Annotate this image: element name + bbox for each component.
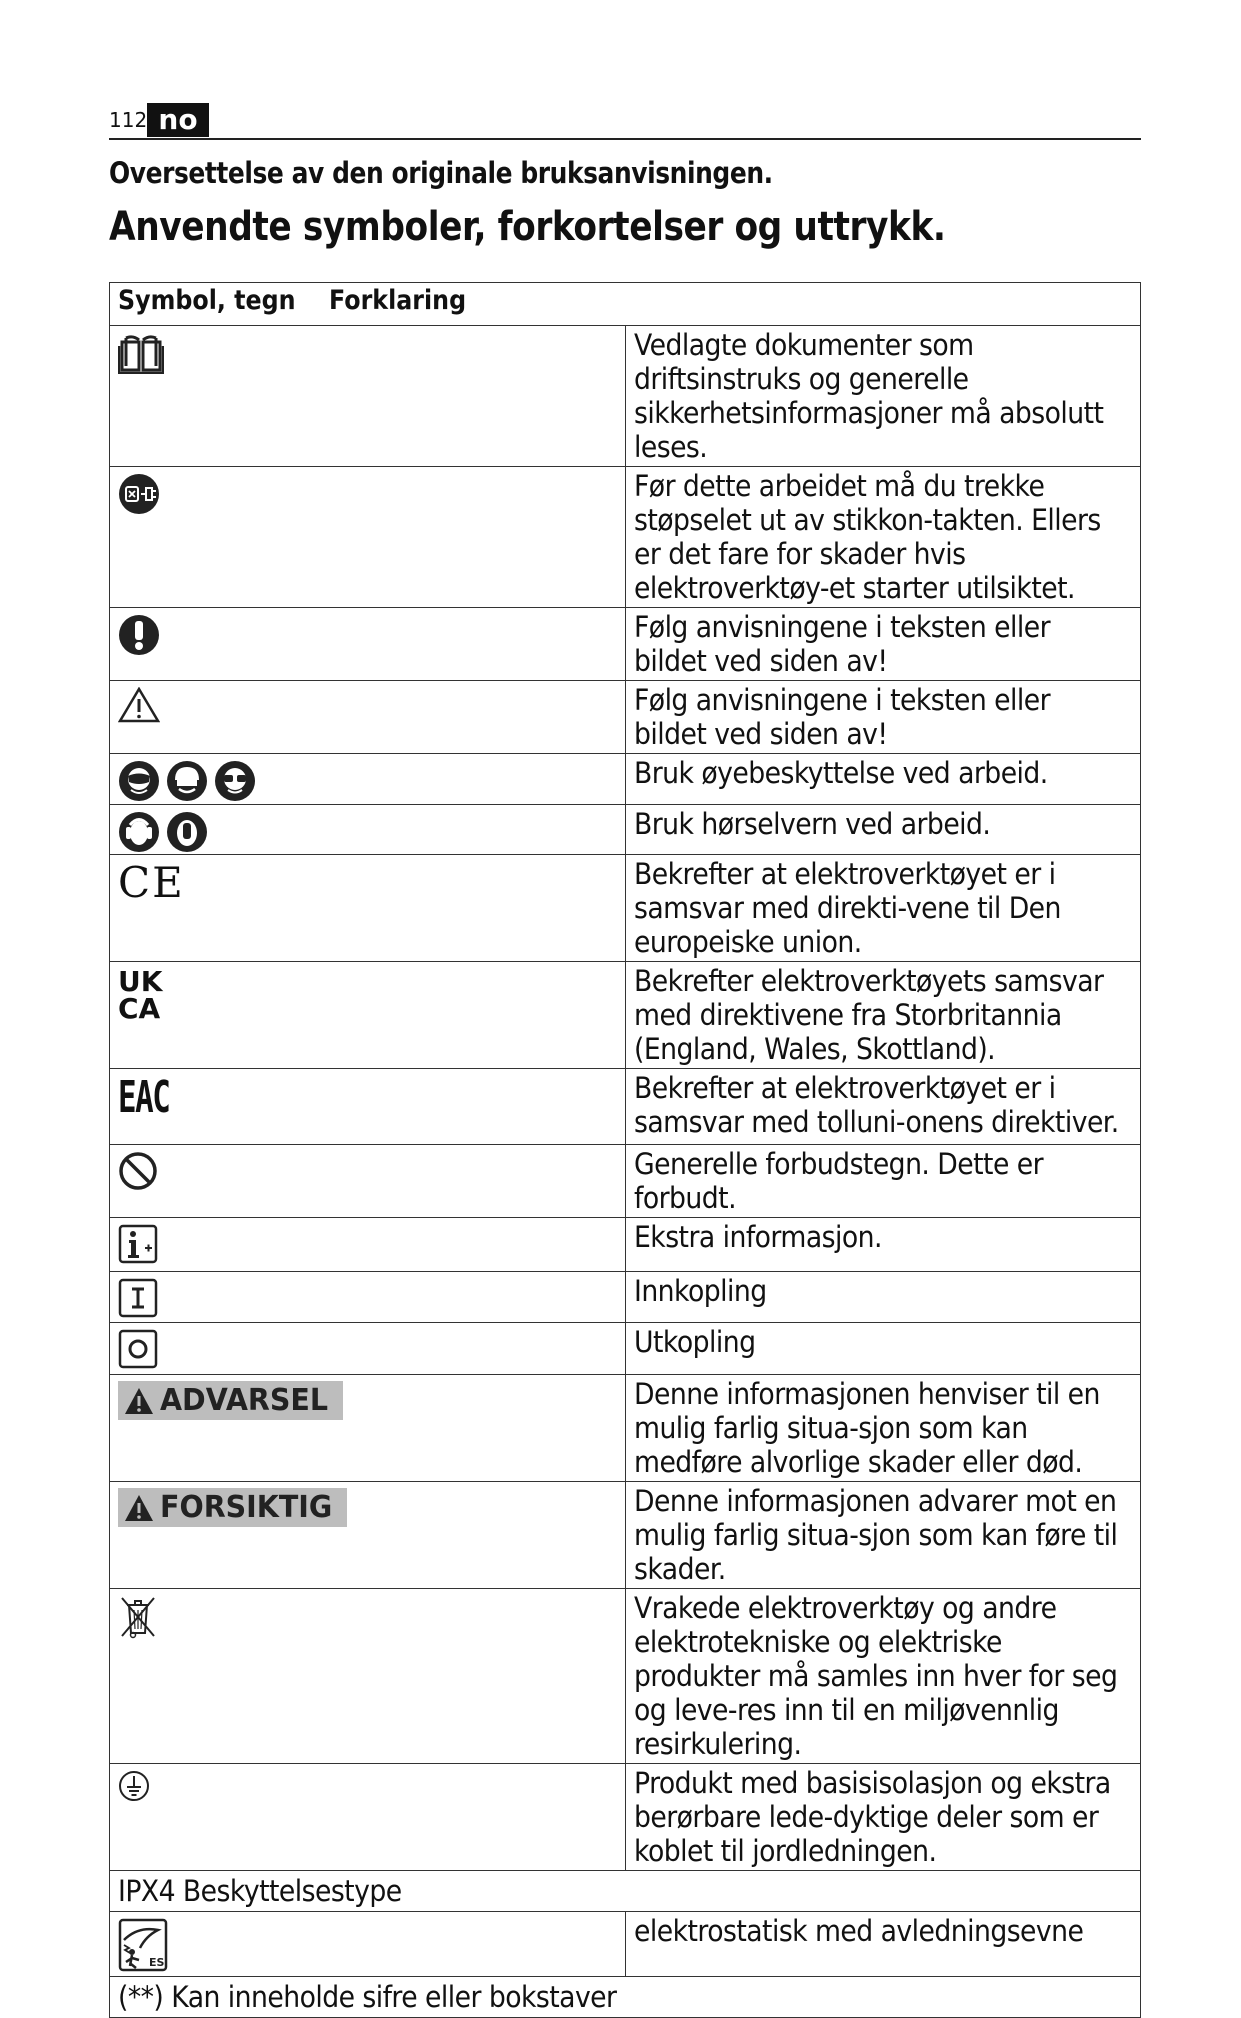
weee-bin-icon <box>118 1595 158 1639</box>
symbol-cell <box>110 1764 626 1871</box>
face-shield-icon <box>118 760 160 802</box>
ear-muffs-icon <box>118 811 160 853</box>
manual-book-icon <box>118 332 164 374</box>
explanation-cell: Bruk øyebeskyttelse ved arbeid. <box>625 754 1141 805</box>
explanation-cell: Generelle forbudstegn. Dette er forbudt. <box>625 1145 1141 1218</box>
document-subtitle: Oversettelse av den originale bruksanvisningen. <box>109 156 773 190</box>
explanation-cell: Bekrefter elektroverktøyets samsvar med direktivene fra Storbritannia (England, Wales, Skottland). <box>625 962 1141 1069</box>
symbol-cell <box>110 1912 626 1977</box>
table-row <box>110 1069 1141 1145</box>
symbol-cell <box>110 1272 626 1323</box>
explanation-cell: Vedlagte dokumenter som driftsinstruks og generelle sikkerhetsinformasjoner må absolutt leses. <box>625 326 1141 467</box>
table-row <box>110 805 1141 855</box>
explanation-cell: Ekstra informasjon. <box>625 1218 1141 1272</box>
symbol-cell <box>110 326 626 467</box>
symbol-cell <box>110 467 626 608</box>
explanation-cell: Før dette arbeidet må du trekke støpselet ut av stikkon-takten. Ellers er det fare for skader hvis elektroverktøy-et starter utilsiktet. <box>625 467 1141 608</box>
ukca-mark <box>118 965 625 1025</box>
table-row <box>110 1764 1141 1871</box>
hearing-protection-icons <box>118 811 625 853</box>
table-row <box>110 1589 1141 1764</box>
explanation-cell: Bekrefter at elektroverktøyet er i samsvar med tolluni-onens direktiver. <box>625 1069 1141 1145</box>
table-row <box>110 1323 1141 1375</box>
col-symbol-header: Symbol, tegn <box>118 285 296 316</box>
table-row <box>110 1375 1141 1482</box>
symbol-cell <box>110 754 626 805</box>
safety-glasses-icon <box>214 760 256 802</box>
language-badge: no <box>147 103 209 137</box>
table-row <box>110 1272 1141 1323</box>
unplug-icon <box>118 473 160 515</box>
ipx4-cell: IPX4 Beskyttelsestype <box>110 1871 1141 1912</box>
table-row <box>110 855 1141 962</box>
table-row <box>110 326 1141 467</box>
table-row <box>110 1912 1141 1977</box>
ce-mark: CE <box>118 858 185 907</box>
forsiktig-label: FORSIKTIG <box>118 1488 347 1527</box>
eac-mark: EAC <box>118 1072 170 1123</box>
explanation-cell: Bekrefter at elektroverktøyet er i samsvar med direkti-vene til Den europeiske union. <box>625 855 1141 962</box>
symbol-cell <box>110 1069 626 1145</box>
explanation-cell: Innkopling <box>625 1272 1141 1323</box>
table-row <box>110 681 1141 754</box>
info-icon <box>118 1224 158 1264</box>
table-header-row <box>110 283 1141 326</box>
explanation-cell: Vrakede elektroverktøy og andre elektrotekniske og elektriske produkter må samles inn hver for seg og leve-res inn til en miljøvennlig resirkulering. <box>625 1589 1141 1764</box>
symbol-cell <box>110 855 626 962</box>
symbol-cell <box>110 1145 626 1218</box>
explanation-cell: Følg anvisningene i teksten eller bildet ved siden av! <box>625 681 1141 754</box>
symbol-cell <box>110 1589 626 1764</box>
symbol-cell <box>110 1375 626 1482</box>
ear-protection-icon <box>166 811 208 853</box>
page-number: 112 <box>109 108 148 132</box>
col-explanation-header: Forklaring <box>329 285 467 316</box>
page-header <box>109 102 1141 140</box>
ukca-uk: UK <box>118 965 163 998</box>
symbol-cell <box>110 805 626 855</box>
explanation-cell: elektrostatisk med avledningsevne <box>625 1912 1141 1977</box>
advarsel-label: ADVARSEL <box>118 1381 343 1420</box>
page-title: Anvendte symboler, forkortelser og uttrykk. <box>109 204 946 250</box>
warning-triangle-icon <box>124 1494 154 1522</box>
explanation-cell: Bruk hørselvern ved arbeid. <box>625 805 1141 855</box>
table-row <box>110 1977 1141 2018</box>
table-row <box>110 1145 1141 1218</box>
eye-protection-icons <box>118 760 625 802</box>
symbol-cell <box>110 1323 626 1375</box>
table-header <box>110 283 1141 326</box>
explanation-cell: Denne informasjonen henviser til en mulig farlig situa-sjon som kan medføre alvorlige skader eller død. <box>625 1375 1141 1482</box>
symbol-cell <box>110 962 626 1069</box>
explanation-cell: Produkt med basisisolasjon og ekstra berørbare lede-dyktige deler som er koblet til jordledningen. <box>625 1764 1141 1871</box>
explanation-cell: Følg anvisningene i teksten eller bildet ved siden av! <box>625 608 1141 681</box>
switch-off-icon <box>118 1329 158 1369</box>
switch-on-icon <box>118 1278 158 1318</box>
footnote-cell: (**) Kan inneholde sifre eller bokstaver <box>110 1977 1141 2018</box>
table-row <box>110 1871 1141 1912</box>
table-row <box>110 467 1141 608</box>
esd-icon <box>118 1918 168 1972</box>
symbol-cell <box>110 1482 626 1589</box>
table-row <box>110 1218 1141 1272</box>
svg-text:ES: ES <box>149 1956 165 1969</box>
prohibition-icon <box>118 1151 158 1191</box>
symbol-cell <box>110 681 626 754</box>
warning-triangle-icon <box>118 687 160 723</box>
explanation-cell: Denne informasjonen advarer mot en mulig farlig situa-sjon som kan føre til skader. <box>625 1482 1141 1589</box>
table-row <box>110 608 1141 681</box>
table-row <box>110 1482 1141 1589</box>
exclamation-circle-icon <box>118 614 160 656</box>
table-row <box>110 754 1141 805</box>
symbol-cell <box>110 608 626 681</box>
warning-triangle-icon <box>124 1387 154 1415</box>
ukca-ca: CA <box>118 992 161 1025</box>
symbol-cell <box>110 1218 626 1272</box>
explanation-cell: Utkopling <box>625 1323 1141 1375</box>
table-row <box>110 962 1141 1069</box>
protective-earth-icon <box>118 1770 150 1802</box>
symbol-table <box>109 282 1141 2018</box>
helmet-visor-icon <box>166 760 208 802</box>
